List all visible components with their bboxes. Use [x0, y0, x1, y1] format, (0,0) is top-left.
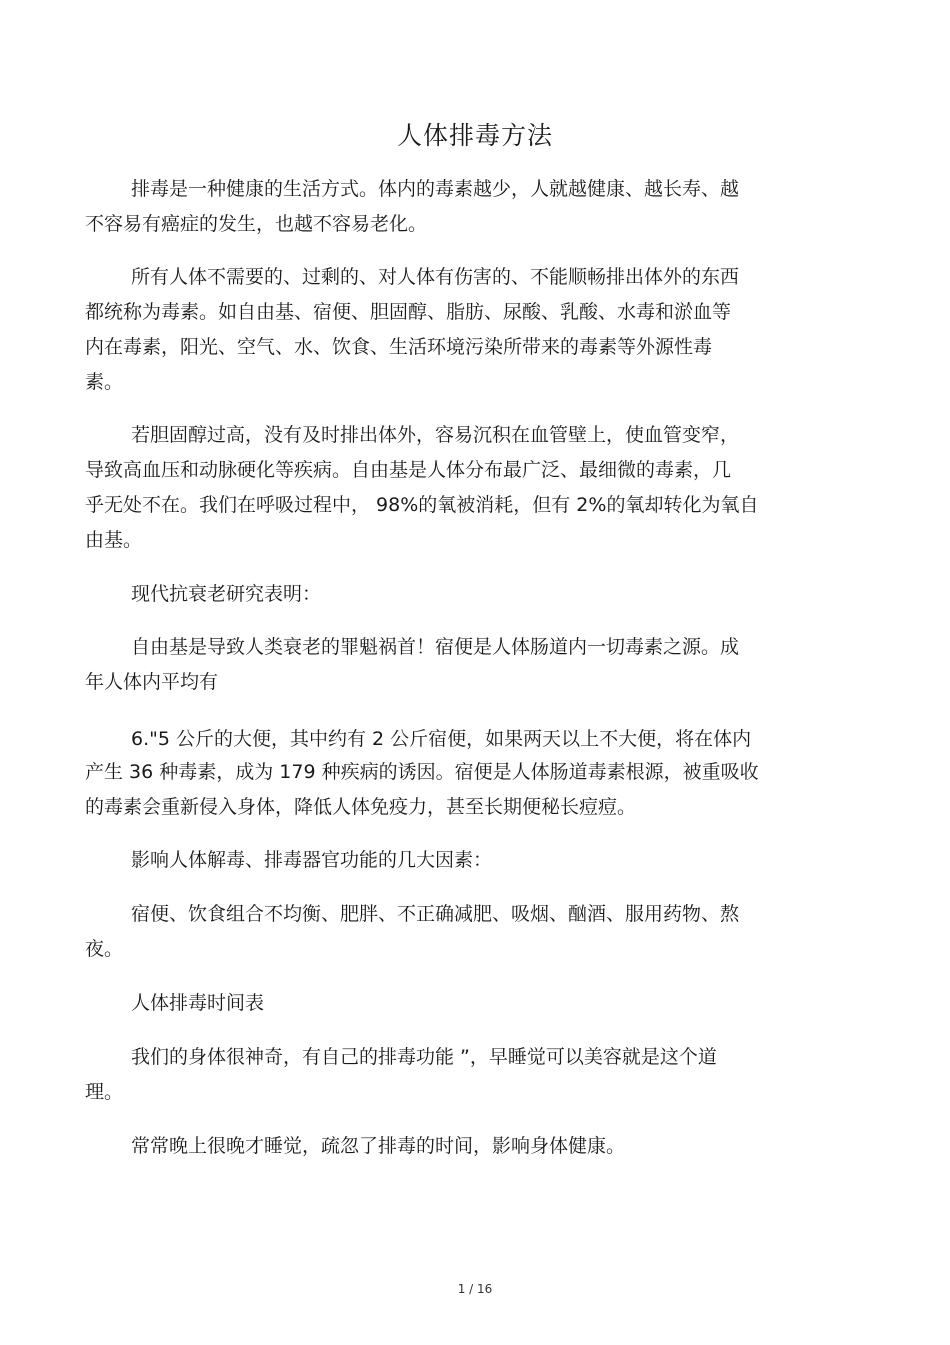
paragraph-line: 夜。 [85, 938, 124, 960]
paragraph-line: 现代抗衰老研究表明： [131, 583, 322, 605]
paragraph-line: 年人体内平均有 [85, 671, 219, 693]
paragraph-line: 乎无处不在。我们在呼吸过程中， 98%的氧被消耗，但有 2%的氧却转化为氧自 [85, 494, 759, 516]
paragraph-line: 不容易有癌症的发生，也越不容易老化。 [85, 213, 428, 235]
paragraph-line: 所有人体不需要的、过剩的、对人体有伤害的、不能顺畅排出体外的东西 [131, 266, 740, 288]
paragraph-line: 的毒素会重新侵入身体，降低人体免疫力，甚至长期便秘长痘痘。 [85, 796, 637, 818]
document-title: 人体排毒方法 [396, 121, 553, 150]
section-heading: 人体排毒时间表 [131, 992, 265, 1014]
paragraph-line: 理。 [85, 1081, 124, 1103]
paragraph-line: 若胆固醇过高，没有及时排出体外，容易沉积在血管壁上，使血管变窄， [131, 424, 740, 446]
paragraph-line: 导致高血压和动脉硬化等疾病。自由基是人体分布最广泛、最细微的毒素，几 [85, 459, 732, 481]
paragraph-line: 排毒是一种健康的生活方式。体内的毒素越少，人就越健康、越长寿、越 [131, 178, 740, 200]
page-indicator: 1 / 16 [457, 1282, 493, 1296]
paragraph-line: 常常晚上很晚才睡觉，疏忽了排毒的时间，影响身体健康。 [131, 1135, 626, 1157]
paragraph-line: 产生 36 种毒素，成为 179 种疾病的诱因。宿便是人体肠道毒素根源，被重吸收 [85, 761, 759, 783]
paragraph-line: 我们的身体很神奇，有自己的排毒功能 ”，早睡觉可以美容就是这个道 [131, 1046, 717, 1068]
paragraph-line: 内在毒素，阳光、空气、水、饮食、生活环境污染所带来的毒素等外源性毒 [85, 336, 713, 358]
paragraph-line: 由基。 [85, 529, 143, 551]
paragraph-line: 宿便、饮食组合不均衡、肥胖、不正确减肥、吸烟、酗酒、服用药物、熬 [131, 903, 740, 925]
paragraph-line: 影响人体解毒、排毒器官功能的几大因素： [131, 849, 493, 871]
paragraph-line: 素。 [85, 371, 124, 393]
paragraph-line: 6."5 公斤的大便，其中约有 2 公斤宿便，如果两天以上不大便，将在体内 [131, 728, 752, 750]
paragraph-line: 自由基是导致人类衰老的罪魁祸首！宿便是人体肠道内一切毒素之源。成 [131, 636, 740, 658]
paragraph-line: 都统称为毒素。如自由基、宿便、胆固醇、脂肪、尿酸、乳酸、水毒和淤血等 [85, 301, 732, 323]
